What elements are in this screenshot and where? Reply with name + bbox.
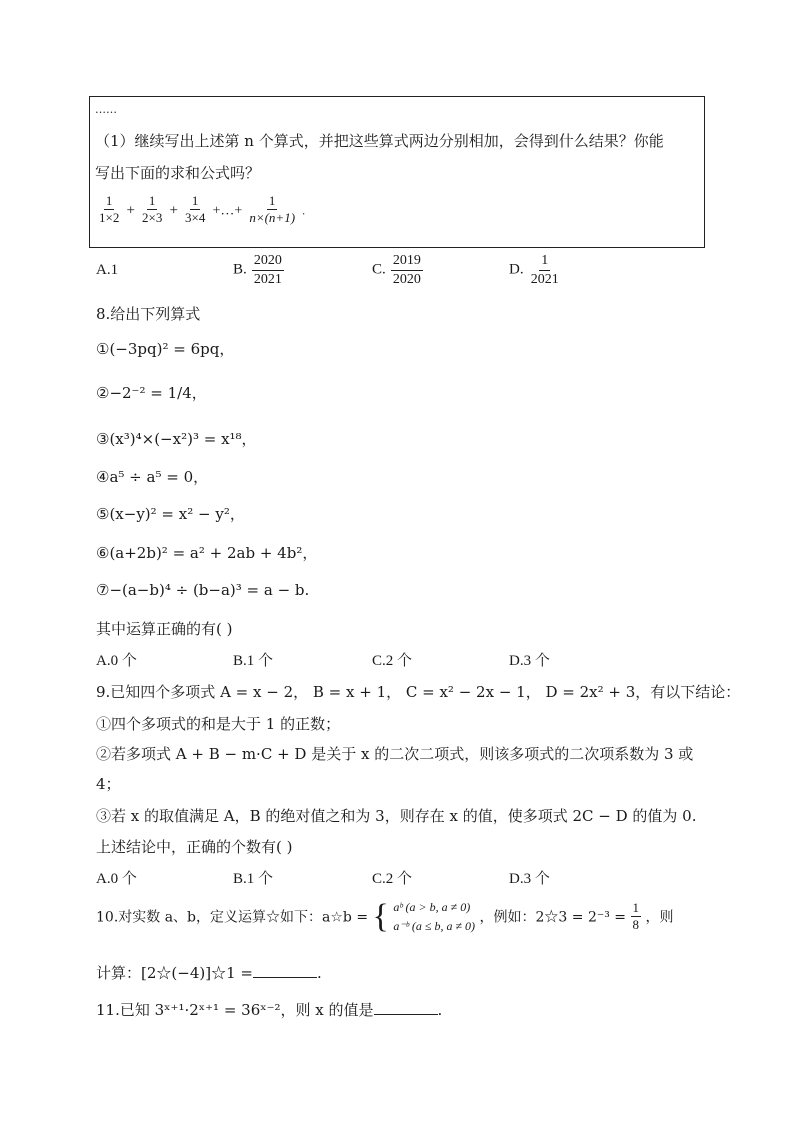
formula-4: ④a⁵ ÷ a⁵ = 0， bbox=[96, 468, 209, 486]
formula-6: ⑥(a+2b)² = a² + 2ab + 4b²， bbox=[96, 544, 318, 562]
option-b: B. $\frac{2020}{2021}$ bbox=[233, 253, 282, 287]
formula-1: ①(−3pq)² = 6pq， bbox=[96, 340, 235, 358]
q8-option-d: D.3 个 bbox=[509, 653, 550, 669]
answer-blank[interactable] bbox=[374, 1000, 438, 1015]
question-10-line-2: 计算：[2☆(−4)]☆1 = . bbox=[96, 964, 322, 982]
ellipsis-text: …… bbox=[95, 103, 117, 116]
q9-option-b: B.1 个 bbox=[233, 871, 274, 887]
option-a: A.1 bbox=[96, 262, 119, 278]
question-9-prompt: 上述结论中，正确的个数有( ) bbox=[96, 838, 293, 856]
conclusion-2-line-2: 4； bbox=[96, 775, 121, 793]
answer-blank[interactable] bbox=[253, 963, 317, 978]
q8-option-c: C.2 个 bbox=[372, 653, 413, 669]
question-9-line-1: 9.已知四个多项式 A = x − 2， B = x + 1， C = x² − 2x − 1， D = 2x² + 3，有以下结论： bbox=[96, 683, 741, 701]
formula-2: ②−2⁻² = 1/4， bbox=[96, 384, 207, 402]
fraction-1: $\frac{1}{1\times 2}$ bbox=[99, 193, 120, 226]
conclusion-1: ①四个多项式的和是大于 1 的正数； bbox=[96, 715, 341, 733]
option-c: C. $\frac{2019}{2020}$ bbox=[372, 253, 421, 287]
q8-option-a: A.0 个 bbox=[96, 653, 137, 669]
fraction-2: $\frac{1}{2\times 3}$ bbox=[142, 193, 163, 226]
formula-7: ⑦−(a−b)⁴ ÷ (b−a)³ = a − b. bbox=[96, 581, 310, 599]
sum-formula: $\frac{1}{1\times 2}$ + $\frac{1}{2\times 3}$ + $\frac{1}{3\times 4}$ +…+ $\frac{1}{n\times(n+1)}$ . bbox=[99, 193, 306, 226]
q8-option-b: B.1 个 bbox=[233, 653, 274, 669]
fraction-3: $\frac{1}{3\times 4}$ bbox=[185, 193, 206, 226]
fraction-4: $\frac{1}{n\times(n+1)}$ bbox=[249, 193, 296, 226]
conclusion-3: ③若 x 的取值满足 A，B 的绝对值之和为 3，则存在 x 的值，使多项式 2C − D 的值为 0. bbox=[96, 807, 697, 825]
q9-option-d: D.3 个 bbox=[509, 871, 550, 887]
question-10-line-1: 10.对实数 a、b，定义运算☆如下：a☆b = { aᵇ (a > b, a ≠ 0) a⁻ᵇ (a ≤ b, a ≠ 0) ，例如：2☆3 = 2⁻³ = $\frac{1}{8}$ ，则 bbox=[96, 897, 674, 935]
q9-option-a: A.0 个 bbox=[96, 871, 137, 887]
question-1-line-2: 写出下面的求和公式吗？ bbox=[95, 164, 261, 182]
option-d: D. $\frac{1}{2021}$ bbox=[509, 253, 559, 287]
operation-cases: aᵇ (a > b, a ≠ 0) a⁻ᵇ (a ≤ b, a ≠ 0) bbox=[393, 900, 476, 933]
formula-3: ③(x³)⁴×(−x²)³ = x¹⁸， bbox=[96, 430, 257, 448]
question-11: 11.已知 3ˣ⁺¹·2ˣ⁺¹ = 36ˣ⁻²，则 x 的值是 . bbox=[96, 1001, 443, 1019]
q9-option-c: C.2 个 bbox=[372, 871, 413, 887]
question-8-title: 8.给出下列算式 bbox=[96, 305, 201, 323]
question-1-line-1: （1）继续写出上述第 n 个算式，并把这些算式两边分别相加，会得到什么结果？你能 bbox=[95, 132, 664, 150]
question-8-prompt: 其中运算正确的有( ) bbox=[96, 620, 233, 638]
conclusion-2-line-1: ②若多项式 A + B − m·C + D 是关于 x 的二次二项式，则该多项式的二次项系数为 3 或 bbox=[96, 745, 694, 763]
formula-5: ⑤(x−y)² = x² − y²， bbox=[96, 505, 245, 523]
